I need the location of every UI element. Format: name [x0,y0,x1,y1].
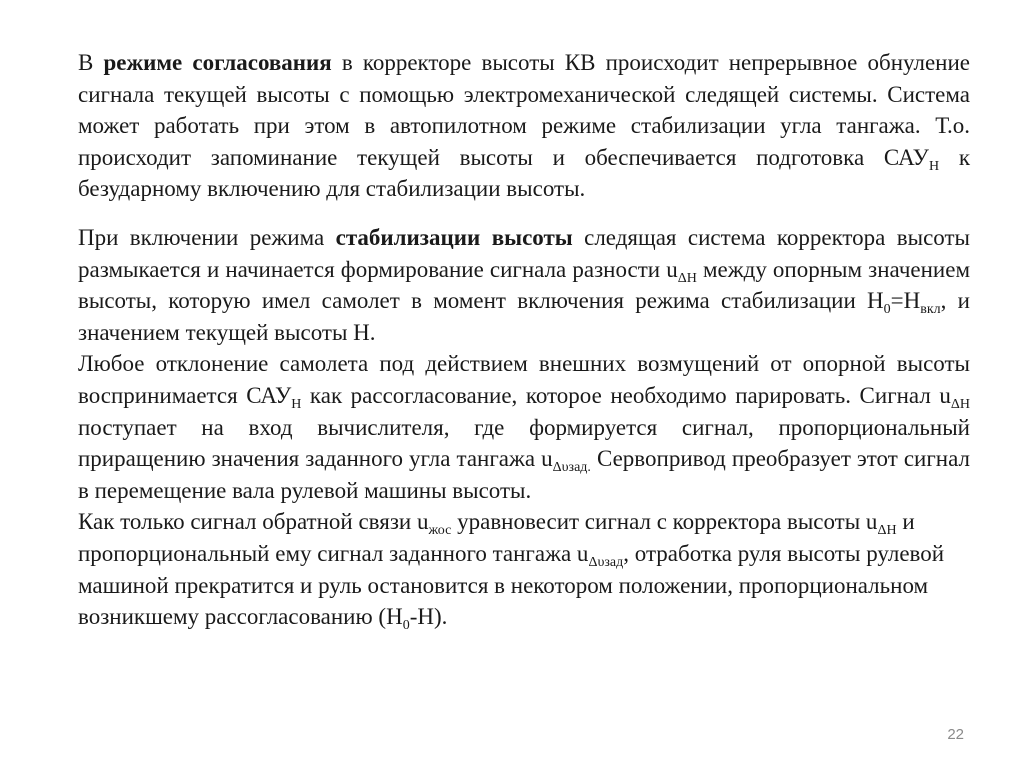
text-run: Любое отклонение самолета под действием внешних возмущений от опорной высоты воспринимается САУ [78,351,970,408]
subscript: Н [291,396,302,412]
paragraph-deviation [78,348,970,506]
text-run: В [78,50,104,75]
subscript: Δυзад. [552,460,591,476]
subscript: жос [428,523,452,539]
term-alignment-mode: режиме согласования [103,50,332,75]
subscript: вкл [920,302,941,318]
paragraph-alignment-mode [78,47,970,205]
text-run: следящая система корректора высоты размыкается и начинается формирование сигнала разности u [78,224,971,282]
text-run: между опорным значением высоты, которую имел самолет в момент включения режима стабилизации Н [78,256,971,314]
text-run: При включении режима [78,224,336,250]
text-run: , отработка руля высоты рулевой машиной прекратится и руль остановится в некотором положении, пропорциональном возникшему рассогласованию (Н [78,540,945,630]
subscript: Н [928,158,940,174]
subscript: ΔН [877,523,897,539]
text-run: -Н). [409,604,448,630]
subscript: ΔН [950,396,970,412]
text-run: уравновесит сигнал с корректора высоты u [451,509,878,535]
subscript: 0 [883,302,891,318]
text-run: Как только сигнал обратной связи u [78,509,429,535]
text-run: =Н [890,288,921,314]
text-run: поступает на вход вычислителя, где формируется сигнал, пропорциональный приращению значения заданного угла тангажа u [78,414,970,472]
slide-body [78,47,970,633]
text-run: и пропорциональный ему сигнал заданного тангажа u [78,509,915,566]
text-run: , и значением текущей высоты Н. [78,288,970,345]
text-run: Сервопривод преобразует этот сигнал в перемещение вала рулевой машины высоты. [78,446,970,503]
paragraph-altitude-hold [78,222,970,348]
text-run: как рассогласование, которое необходимо парировать. Сигнал u [301,382,951,408]
text-run: к безударному включению для стабилизации высоты. [78,144,970,202]
term-altitude-hold: стабилизации высоты [335,224,573,250]
paragraph-feedback [78,506,970,632]
subscript: ΔН [677,270,697,286]
subscript: Δυзад [588,554,624,570]
subscript: 0 [402,618,410,634]
page-number: 22 [947,726,964,743]
text-run: в корректоре высоты КВ происходит непрерывное обнуление сигнала текущей высоты с помощью электромеханической следящей системы. Система может работать при этом в автопилотном режиме стабилизации угла тангажа. Т.о. происходит запоминание текущей высоты и обеспечивается подготовка САУ [78,50,971,170]
